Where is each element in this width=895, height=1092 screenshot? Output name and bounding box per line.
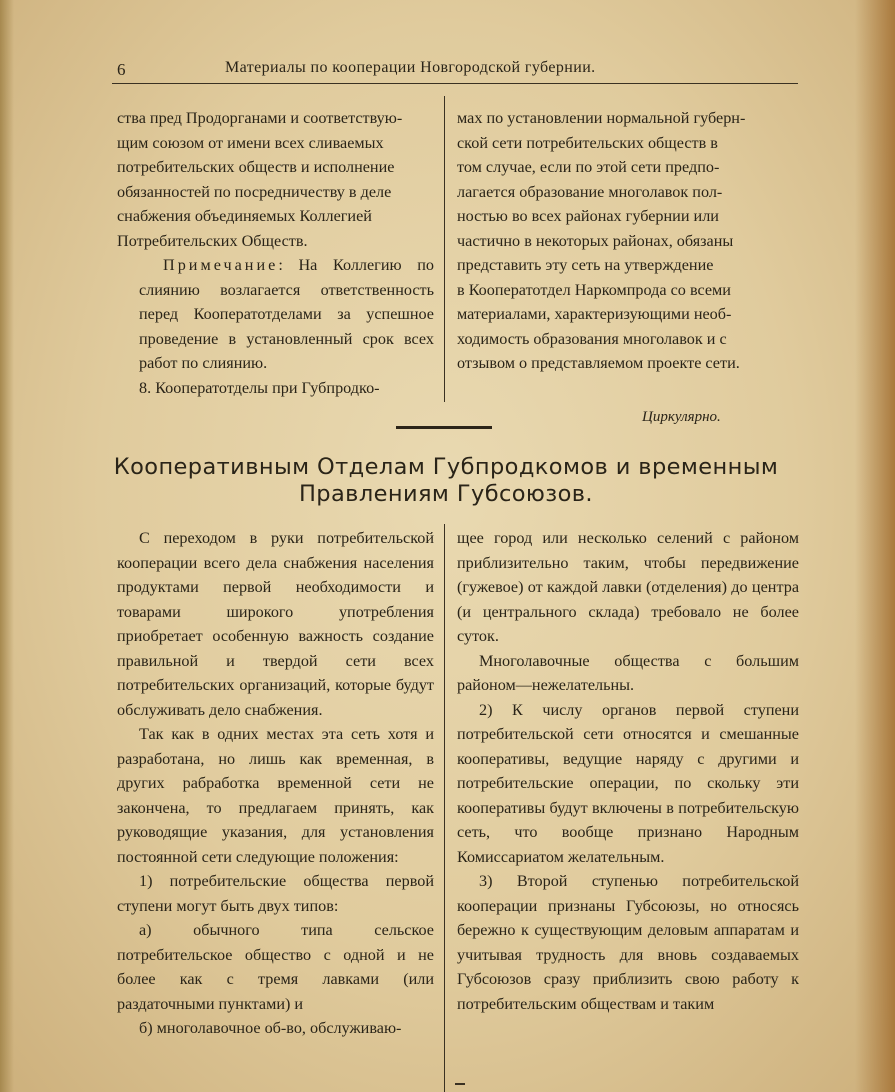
point-8: 8. Кооператотделы при Губпродко- — [139, 378, 380, 397]
signature-circular: Циркулярно. — [642, 409, 721, 425]
text-line: отзывом о представляемом проекте сети. — [457, 354, 740, 372]
paragraph: 1) потребительские общества первой ступени могут быть двух типов: — [117, 872, 434, 915]
text-line: Потребительских Обществ. — [117, 231, 308, 250]
paragraph: С переходом в руки потребительской кооперации всего дела снабжения населения продуктами первой необходимости и товарами широкого употребления приобретает особенную важность создание правильной и твердой сети всех потребительских организаций, которые будут обслуживать дело снабжения. — [117, 529, 434, 719]
paragraph: а) обычного типа сельское потребительское общество с одной и не более как с тремя лавками (или раздаточными пунктами) и — [117, 921, 434, 1013]
section-separator-rule — [396, 426, 492, 429]
top-left-column — [117, 106, 434, 400]
text-line: потребительских обществ и исполнение — [117, 158, 395, 176]
bottom-right-column — [457, 526, 799, 1016]
column-divider-bottom — [444, 524, 445, 1092]
paragraph: 3) Второй ступенью потребительской кооперации признаны Губсоюзы, но относясь бережно к существующим деловым аппаратам и учитывая трудность для вновь создаваемых Губсоюзов сразу приблизить свою работу к потребительским обществам и таким — [457, 872, 799, 1013]
text-line: ства пред Продорганами и соответствую- — [117, 109, 403, 127]
bottom-left-column — [117, 526, 434, 1041]
page-edge-shadow-right — [855, 0, 895, 1092]
paragraph: Многолавочные общества с большим районом—нежелательны. — [457, 651, 799, 694]
top-left-paragraph — [117, 106, 434, 253]
text-line: том случае, если по этой сети предпо- — [457, 158, 720, 176]
text-line: представить эту сеть на утверждение — [457, 256, 714, 274]
paragraph: щее город или несколько селений с районом приблизительно таким, чтобы передвижение (гужевое) от каждой лавки (отделения) до центра (и центрального склада) требовало не более суток. — [457, 529, 799, 645]
page-edge-shadow-left — [0, 0, 14, 1092]
text-line: снабжения объединяемых Коллегией — [117, 207, 372, 225]
note-paragraph — [117, 253, 434, 376]
text-line: материалами, характеризующими необ- — [457, 305, 732, 323]
bottom-mark — [455, 1083, 465, 1085]
running-title: Материалы по кооперации Новгородской губернии. — [225, 59, 596, 76]
text-line: частично в некоторых районах, обязаны — [457, 231, 734, 250]
header-rule — [112, 83, 798, 84]
section-heading-line-2: Правлениям Губсоюзов. — [298, 481, 593, 507]
text-line: обязанностей по посредничеству в деле — [117, 182, 392, 201]
page-number: 6 — [117, 60, 126, 79]
top-right-column — [457, 106, 799, 376]
paragraph: Так как в одних местах эта сеть хотя и разработана, но лишь как временная, в других рабработка временной сети не закончена, то предлагаем принять, как руководящие указания, для установления постоянной сети следующие положения: — [117, 725, 434, 866]
paragraph: 2) К числу органов первой ступени потребительской сети относятся и смешанные кооперативы, ведущие наряду с другими и потребительские операции, по скольку эти кооперативы будут включены в потребительскую сеть, что вообще признано Народным Комиссариатом желательным. — [457, 700, 799, 866]
text-line: мах по установлении нормальной губерн- — [457, 109, 746, 127]
text-line: лагается образование многолавок пол- — [457, 182, 723, 201]
note-text: : На Коллегию по слиянию возлагается ответственность перед Кооператотделами за успешное проведение в установленный срок всех работ по слиянию. — [139, 256, 434, 372]
text-line: ходимость образования многолавок и с — [457, 329, 727, 348]
text-line: щим союзом от имени всех сливаемых — [117, 133, 384, 152]
section-heading-line-1: Кооперативным Отделам Губпродкомов и временным — [113, 454, 779, 480]
note-label: Примечание — [163, 256, 279, 274]
paragraph: б) многолавочное об-во, обслуживаю- — [139, 1019, 402, 1037]
text-line: ностью во всех районах губернии или — [457, 207, 719, 225]
text-line: в Кооператотдел Наркомпрода со всеми — [457, 280, 731, 299]
column-divider-top — [444, 96, 445, 402]
text-line: ской сети потребительских обществ в — [457, 133, 718, 152]
